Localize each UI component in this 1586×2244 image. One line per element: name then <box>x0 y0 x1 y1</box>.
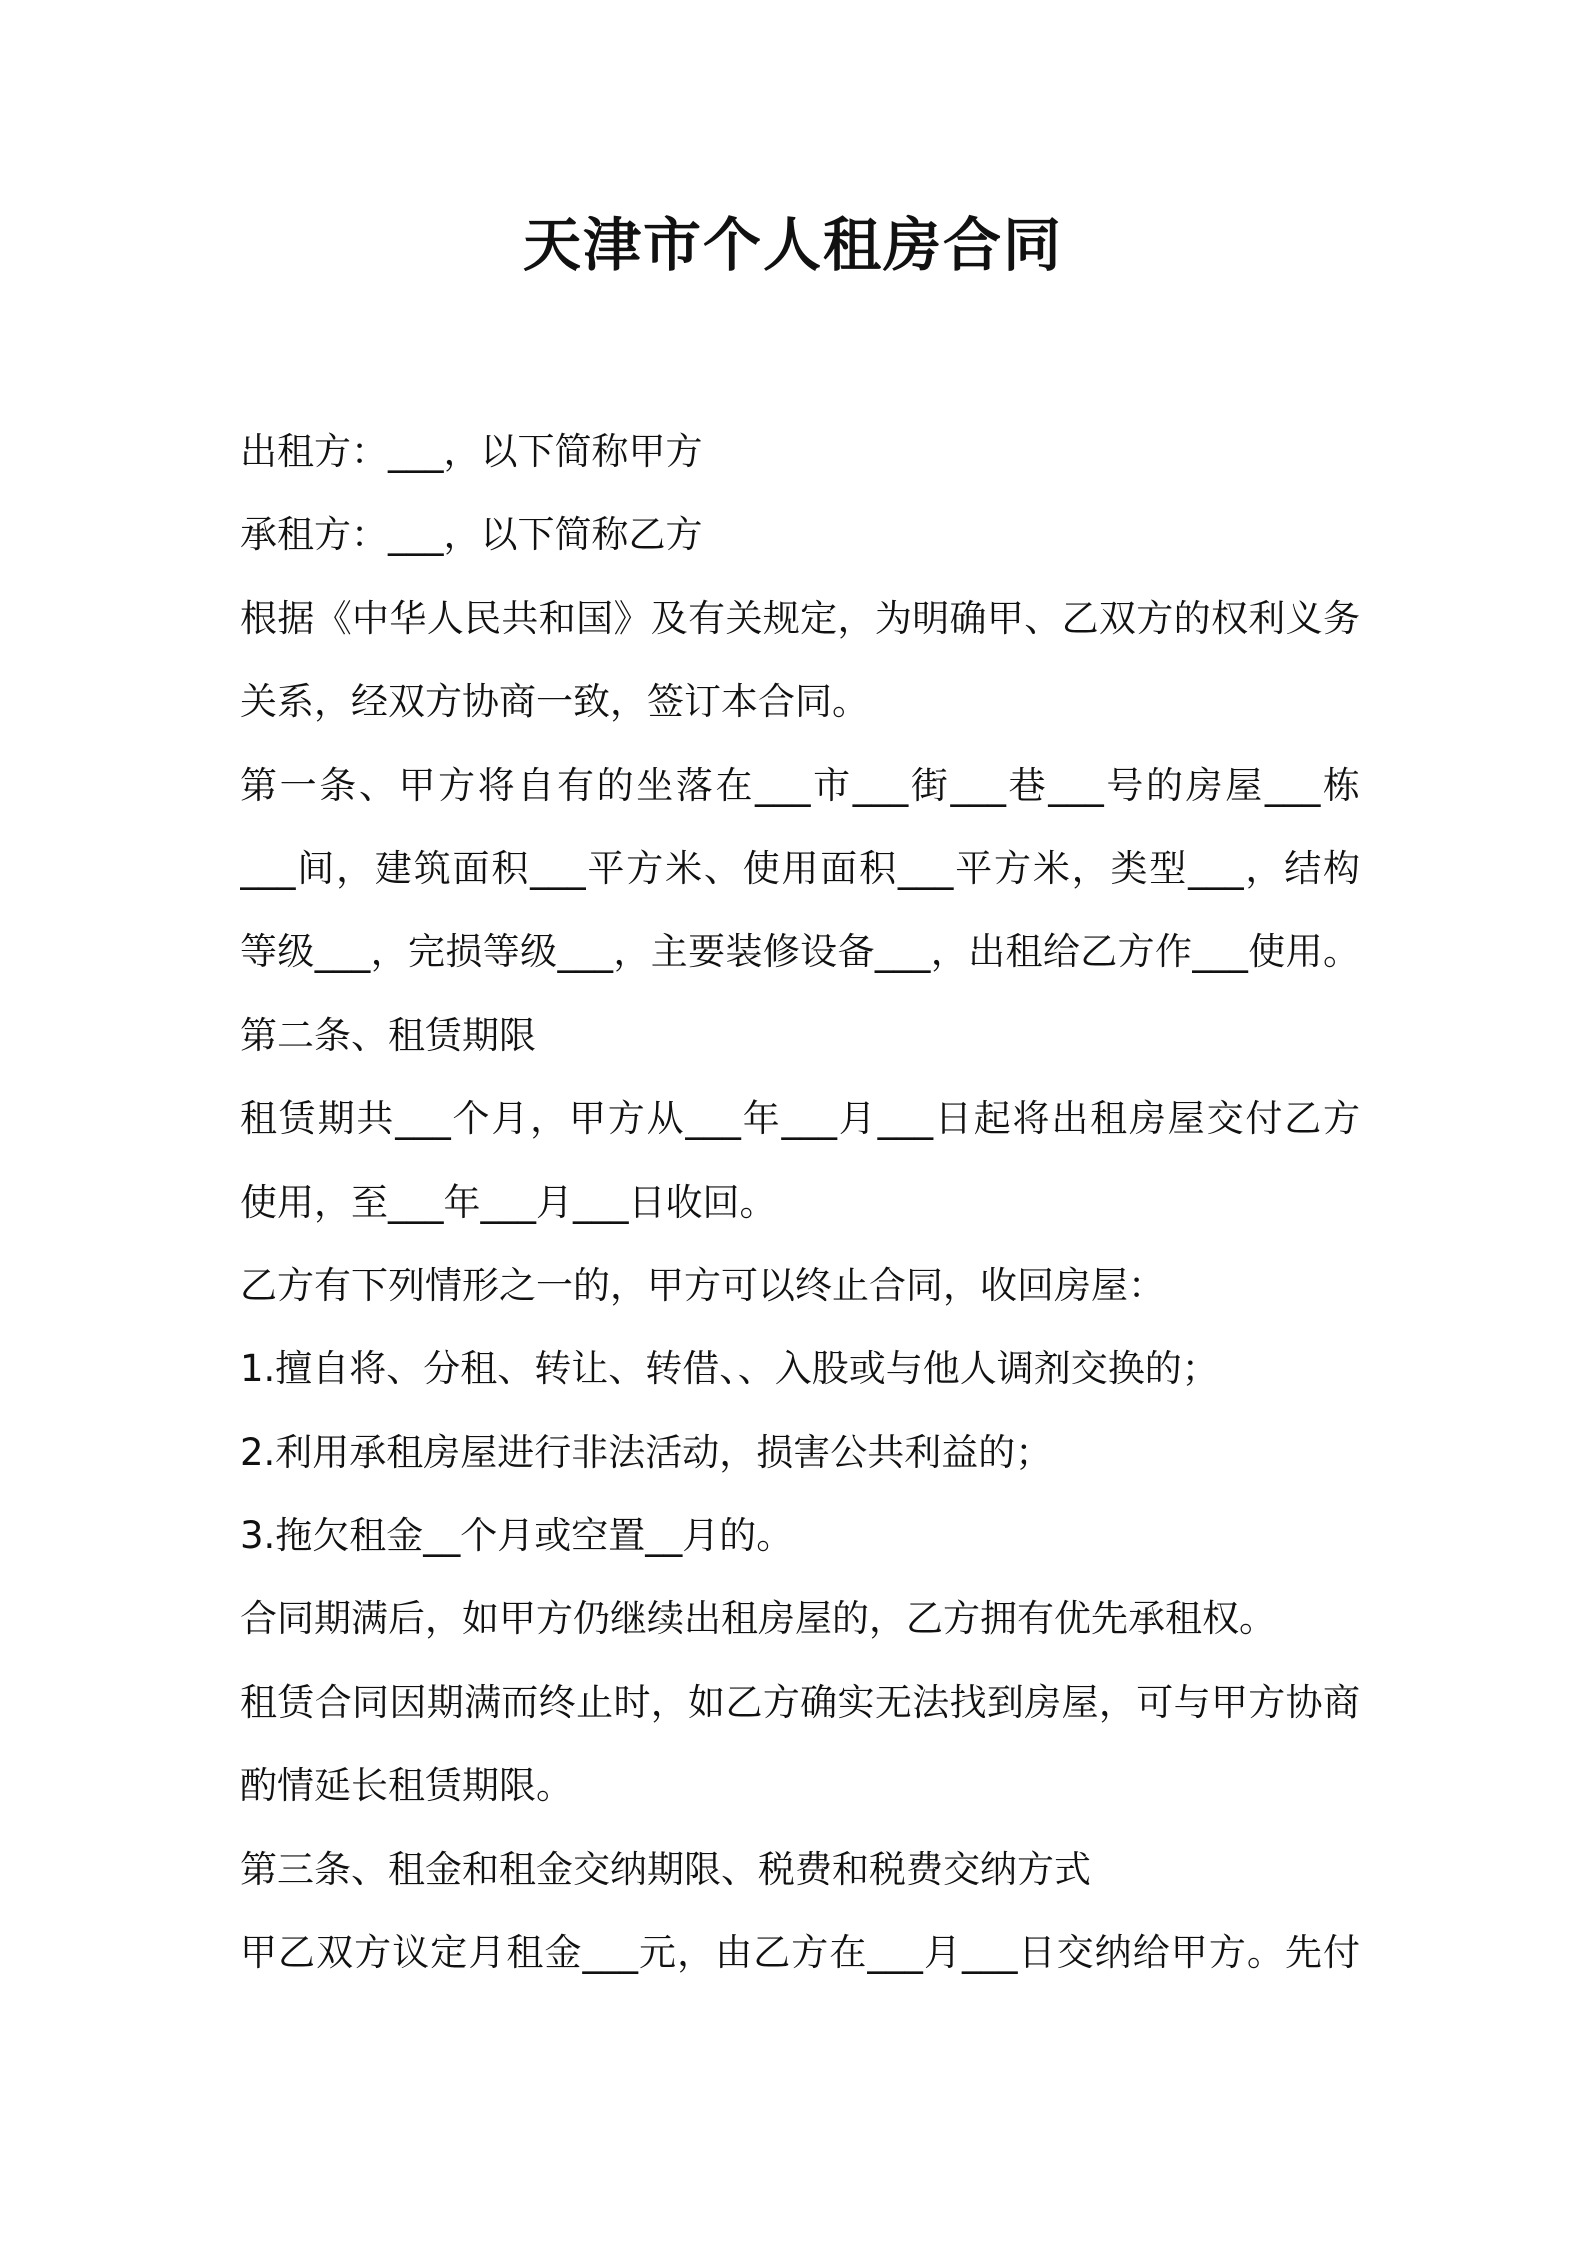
article-2-line-1: 租赁期共___个月，甲方从___年___月___日起将出租房屋交付乙方 <box>240 1097 1360 1141</box>
article-1-line-3: 等级___，完损等级___，主要装修设备___，出租给乙方作___使用。 <box>240 930 1360 974</box>
article-2-heading: 第二条、租赁期限 <box>240 1013 536 1057</box>
article-2-line-2: 使用，至___年___月___日收回。 <box>240 1180 777 1224</box>
termination-item-2: 2.利用承租房屋进行非法活动，损害公共利益的； <box>240 1430 1053 1474</box>
article-3-heading: 第三条、租金和租金交纳期限、税费和税费交纳方式 <box>240 1847 1091 1891</box>
lessor-line: 出租方：___，以下简称甲方 <box>240 430 703 473</box>
article-1-line-1: 第一条、甲方将自有的坐落在___市___街___巷___号的房屋___栋 <box>240 763 1360 807</box>
termination-item-3: 3.拖欠租金__个月或空置__月的。 <box>240 1514 794 1558</box>
article-1-line-2: ___间，建筑面积___平方米、使用面积___平方米，类型___，结构 <box>240 846 1360 890</box>
article-3-line-1: 甲乙双方议定月租金___元，由乙方在___月___日交纳给甲方。先付 <box>240 1931 1360 1975</box>
preamble-line-2: 关系，经双方协商一致，签订本合同。 <box>240 680 869 724</box>
priority-lease-line: 合同期满后，如甲方仍继续出租房屋的，乙方拥有优先承租权。 <box>240 1597 1276 1641</box>
lessee-line: 承租方：___，以下简称乙方 <box>240 513 703 557</box>
document-title: 天津市个人租房合同 <box>522 211 1063 279</box>
extension-line-1: 租赁合同因期满而终止时，如乙方确实无法找到房屋，可与甲方协商 <box>240 1680 1360 1724</box>
extension-line-2: 酌情延长租赁期限。 <box>240 1764 573 1808</box>
termination-intro: 乙方有下列情形之一的，甲方可以终止合同，收回房屋： <box>240 1263 1165 1307</box>
preamble-line-1: 根据《中华人民共和国》及有关规定，为明确甲、乙双方的权利义务 <box>240 596 1360 640</box>
termination-item-1: 1.擅自将、分租、转让、转借、、入股或与他人调剂交换的； <box>240 1347 1219 1391</box>
contract-body <box>240 410 1360 1994</box>
